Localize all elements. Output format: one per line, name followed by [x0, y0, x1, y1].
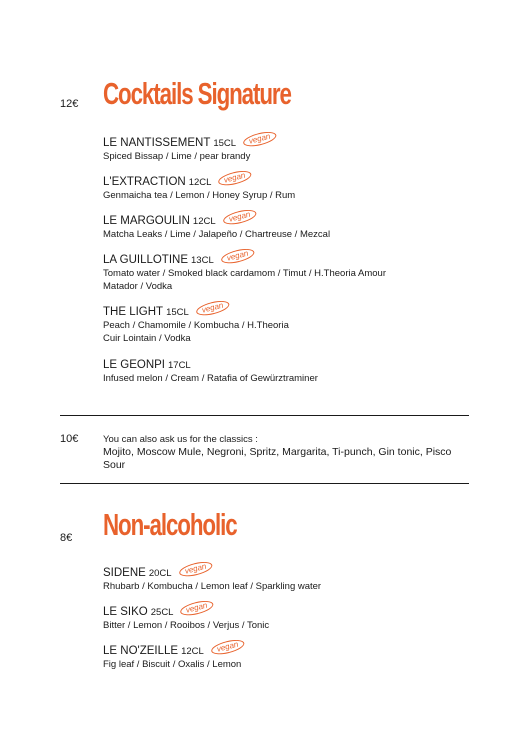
vegan-badge: vegan — [221, 207, 257, 227]
item-description: Infused melon / Cream / Ratafia of Gewürztraminer — [103, 373, 318, 384]
divider — [60, 415, 469, 416]
non-alcoholic-item — [103, 561, 483, 594]
cocktail-item — [103, 248, 393, 293]
vegan-badge: vegan — [177, 559, 213, 579]
cocktail-item — [103, 358, 483, 386]
item-description: Matcha Leaks / Lime / Jalapeño / Chartreuse / Mezcal — [103, 229, 331, 240]
item-description: Peach / Chamomile / Kombucha / H.Theoria Cuir Lointain / Vodka — [103, 320, 289, 344]
cocktail-item — [103, 131, 483, 164]
non-alcoholic-item — [103, 600, 483, 633]
non-alcoholic-title: Non-alcoholic — [103, 507, 237, 542]
item-volume: 12CL — [192, 216, 216, 227]
item-name: LE MARGOULIN — [103, 215, 190, 227]
item-name: THE LIGHT — [103, 306, 164, 318]
item-name: LA GUILLOTINE — [103, 254, 189, 266]
item-description: Spiced Bissap / Lime / pear brandy — [103, 151, 251, 162]
cocktails-price: 12€ — [60, 98, 79, 110]
classics-block — [103, 433, 463, 472]
item-volume: 15CL — [166, 307, 189, 318]
classics-intro: You can also ask us for the classics : — [103, 434, 258, 445]
item-volume: 17CL — [168, 360, 191, 371]
item-description: Fig leaf / Biscuit / Oxalis / Lemon — [103, 659, 242, 670]
item-volume: 15CL — [213, 138, 237, 149]
cocktail-item — [103, 209, 483, 242]
item-volume: 25CL — [150, 607, 174, 618]
vegan-badge: vegan — [210, 637, 246, 657]
cocktails-title: Cocktails Signature — [103, 76, 291, 111]
vegan-badge: vegan — [217, 168, 253, 188]
cocktail-item — [103, 170, 483, 203]
item-description: Tomato water / Smoked black cardamom / Timut / H.Theoria Amour Matador / Vodka — [103, 268, 386, 292]
item-volume: 12CL — [181, 646, 204, 657]
item-name: LE NO'ZEILLE — [103, 645, 179, 657]
item-description: Bitter / Lemon / Rooibos / Verjus / Tonic — [103, 620, 270, 631]
classics-price: 10€ — [60, 433, 79, 445]
vegan-badge: vegan — [220, 246, 256, 266]
non-alcoholic-price: 8€ — [60, 532, 73, 544]
vegan-badge: vegan — [179, 598, 215, 618]
cocktail-item — [103, 300, 303, 345]
vegan-badge: vegan — [242, 129, 278, 149]
item-name: LE NANTISSEMENT — [103, 137, 211, 149]
item-name: LE SIKO — [103, 606, 148, 618]
item-name: L'EXTRACTION — [103, 176, 186, 188]
divider — [60, 483, 469, 484]
item-volume: 20CL — [148, 568, 172, 579]
classics-list: Mojito, Moscow Mule, Negroni, Spritz, Margarita, Ti-punch, Gin tonic, Pisco Sour — [103, 446, 452, 471]
vegan-badge: vegan — [195, 298, 231, 318]
item-name: SIDENE — [103, 567, 146, 579]
non-alcoholic-item — [103, 639, 483, 672]
item-name: LE GEONPI — [103, 359, 165, 371]
item-description: Rhubarb / Kombucha / Lemon leaf / Sparkling water — [103, 581, 322, 592]
item-volume: 12CL — [188, 177, 212, 188]
item-description: Genmaicha tea / Lemon / Honey Syrup / Rum — [103, 190, 296, 201]
item-volume: 13CL — [191, 255, 214, 266]
